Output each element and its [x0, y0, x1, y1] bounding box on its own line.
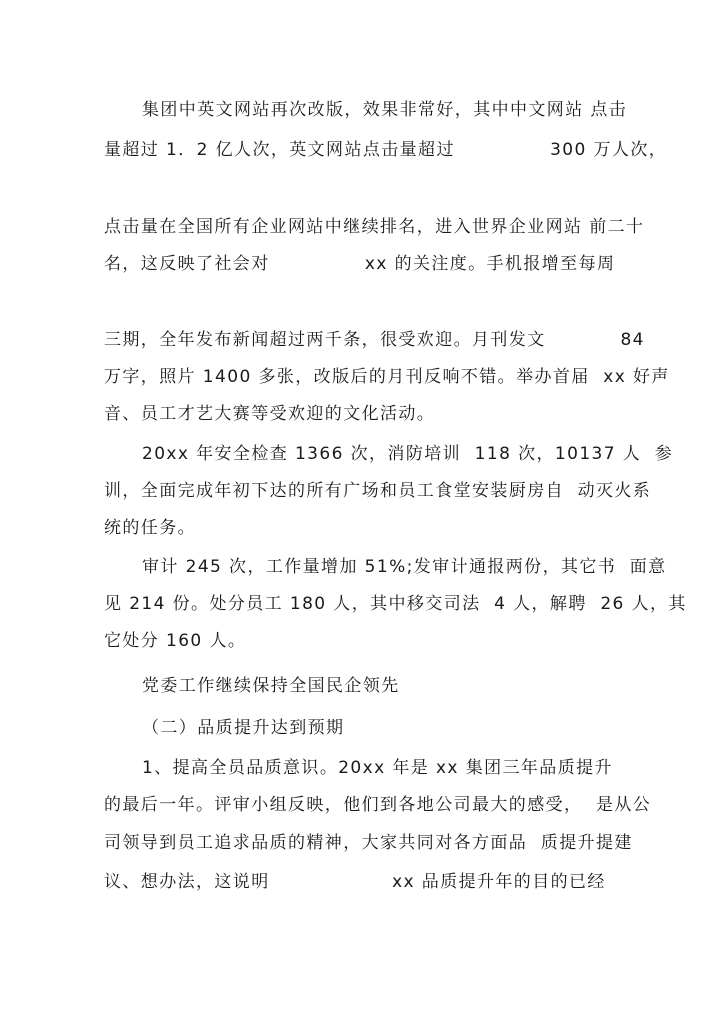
text-line: 训，全面完成年初下达的所有广场和员工食堂安装厨房自 动灭火系	[104, 481, 652, 501]
text-line: 议、想办法，这说明 xx 品质提升年的目的已经	[104, 872, 606, 892]
section-heading: （二）品质提升达到预期	[142, 718, 345, 738]
text-line: 见 214 份。处分员工 180 人，其中移交司法 4 人，解聘 26 人，其	[104, 594, 687, 614]
text-line: 20xx 年安全检查 1366 次，消防培训 118 次，10137 人 参	[142, 444, 674, 464]
text-line: 集团中英文网站再次改版，效果非常好，其中中文网站 点击	[142, 100, 628, 120]
text-line: 统的任务。	[104, 518, 196, 538]
text-line: 的最后一年。评审小组反映，他们到各地公司最大的感受， 是从公	[104, 795, 652, 815]
text-line: 1、提高全员品质意识。20xx 年是 xx 集团三年品质提升	[142, 758, 613, 778]
text-line: 名，这反映了社会对 xx 的关注度。手机报增至每周	[104, 254, 616, 274]
text-line: 量超过 1．2 亿人次，英文网站点击量超过 300 万人次，	[104, 140, 668, 160]
text-line: 万字，照片 1400 多张，改版后的月刊反响不错。举办首届 xx 好声	[104, 367, 670, 387]
text-line: 三期，全年发布新闻超过两千条，很受欢迎。月刊发文 84	[104, 330, 645, 350]
text-line: 党委工作继续保持全国民企领先	[142, 676, 400, 696]
text-line: 它处分 160 人。	[104, 631, 247, 651]
text-line: 音、员工才艺大赛等受欢迎的文化活动。	[104, 404, 436, 424]
text-line: 审计 245 次，工作量增加 51%;发审计通报两份，其它书 面意	[142, 557, 667, 577]
text-line: 点击量在全国所有企业网站中继续排名，进入世界企业网站 前二十	[104, 217, 645, 237]
text-line: 司领导到员工追求品质的精神，大家共同对各方面品 质提升提建	[104, 833, 633, 853]
